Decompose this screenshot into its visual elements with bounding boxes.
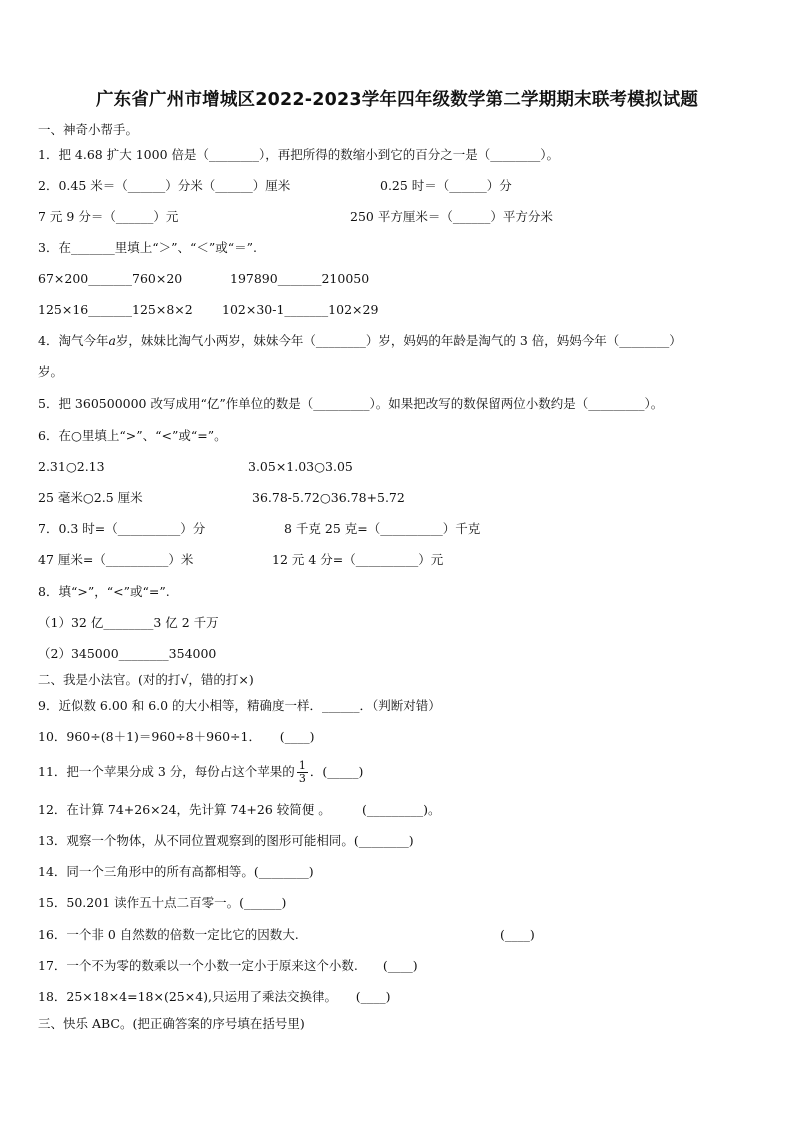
question-16-blank: (____) [500, 927, 535, 942]
question-2-part-c: 7 元 9 分＝（______）元 [38, 209, 179, 224]
question-15: 15．50.201 读作五十点二百零一。(______) [38, 895, 287, 910]
question-10: 10．960÷(8＋1)＝960÷8＋960÷1． (____) [38, 729, 315, 744]
fraction-numerator: 1 [298, 759, 306, 772]
question-4-end: 岁。 [38, 364, 64, 379]
section-2-heading: 二、我是小法官。(对的打√，错的打×) [38, 672, 254, 687]
question-1: 1．把 4.68 扩大 1000 倍是（________），再把所得的数缩小到它的百分之一是（________）。 [38, 147, 559, 162]
question-12: 12．在计算 74+26×24，先计算 74+26 较简便 。 (_________)。 [38, 802, 441, 817]
question-6-item-a: 2.31○2.13 [38, 459, 105, 474]
question-2-part-b: 0.25 时＝（______）分 [380, 178, 512, 193]
section-3-heading: 三、快乐 ABC。(把正确答案的序号填在括号里) [38, 1016, 305, 1031]
question-7-part-c: 47 厘米=（__________）米 [38, 552, 194, 567]
section-1-heading: 一、神奇小帮手。 [38, 122, 139, 137]
question-8-item-2: （2）345000________354000 [38, 646, 217, 661]
question-9: 9．近似数 6.00 和 6.0 的大小相等，精确度一样．______．（判断对错） [38, 698, 441, 713]
variable-a: a [108, 333, 116, 348]
question-3-item-b: 197890_______210050 [230, 271, 370, 286]
question-6-item-d: 36.78-5.72○36.78+5.72 [252, 490, 405, 505]
question-3-item-c: 125×16_______125×8×2 [38, 302, 193, 317]
question-6: 6．在○里填上“>”、“<”或“=”。 [38, 428, 227, 443]
question-2-part-d: 250 平方厘米＝（______）平方分米 [350, 209, 553, 224]
question-3-item-d: 102×30-1_______102×29 [222, 302, 379, 317]
question-16: 16．一个非 0 自然数的倍数一定比它的因数大. [38, 927, 299, 942]
question-7-part-a: 7．0.3 时=（__________）分 [38, 521, 206, 536]
question-6-item-b: 3.05×1.03○3.05 [248, 459, 353, 474]
question-14: 14．同一个三角形中的所有高都相等。(________) [38, 864, 314, 879]
question-2-part-a: 2．0.45 米＝（______）分米（______）厘米 [38, 178, 291, 193]
fraction-denominator: 3 [298, 772, 306, 785]
question-11-prefix: 11．把一个苹果分成 3 分，每份占这个苹果的 [38, 764, 295, 779]
question-8-item-1: （1）32 亿________3 亿 2 千万 [38, 615, 219, 630]
question-4-prefix: 4．淘气今年 [38, 333, 109, 348]
question-17: 17．一个不为零的数乘以一个小数一定小于原来这个小数. (____) [38, 958, 418, 973]
question-7-part-b: 8 千克 25 克=（__________）千克 [284, 521, 481, 536]
question-3-item-a: 67×200_______760×20 [38, 271, 183, 286]
question-3: 3．在_______里填上“＞”、“＜”或“＝”. [38, 240, 258, 255]
question-18: 18．25×18×4=18×(25×4),只运用了乘法交换律。 (____) [38, 989, 391, 1004]
question-4 [38, 333, 682, 349]
fraction-one-third [297, 760, 308, 785]
question-8: 8．填“>”，“<”或“=”. [38, 584, 170, 599]
question-6-item-c: 25 毫米○2.5 厘米 [38, 490, 143, 505]
question-5: 5．把 360500000 改写成用“亿”作单位的数是（_________）。如果把改写的数保留两位小数约是（_________）。 [38, 396, 664, 411]
question-11 [38, 758, 363, 786]
question-7-part-d: 12 元 4 分=（__________）元 [272, 552, 444, 567]
question-11-suffix: ．(_____) [309, 764, 364, 779]
question-13: 13．观察一个物体，从不同位置观察到的图形可能相同。(________) [38, 833, 414, 848]
question-4-body: 岁，妹妹比淘气小两岁，妹妹今年（________）岁，妈妈的年龄是淘气的 3 倍，妈妈今年（________） [115, 333, 682, 348]
page-title: 广东省广州市增城区2022-2023学年四年级数学第二学期期末联考模拟试题 [95, 90, 699, 110]
